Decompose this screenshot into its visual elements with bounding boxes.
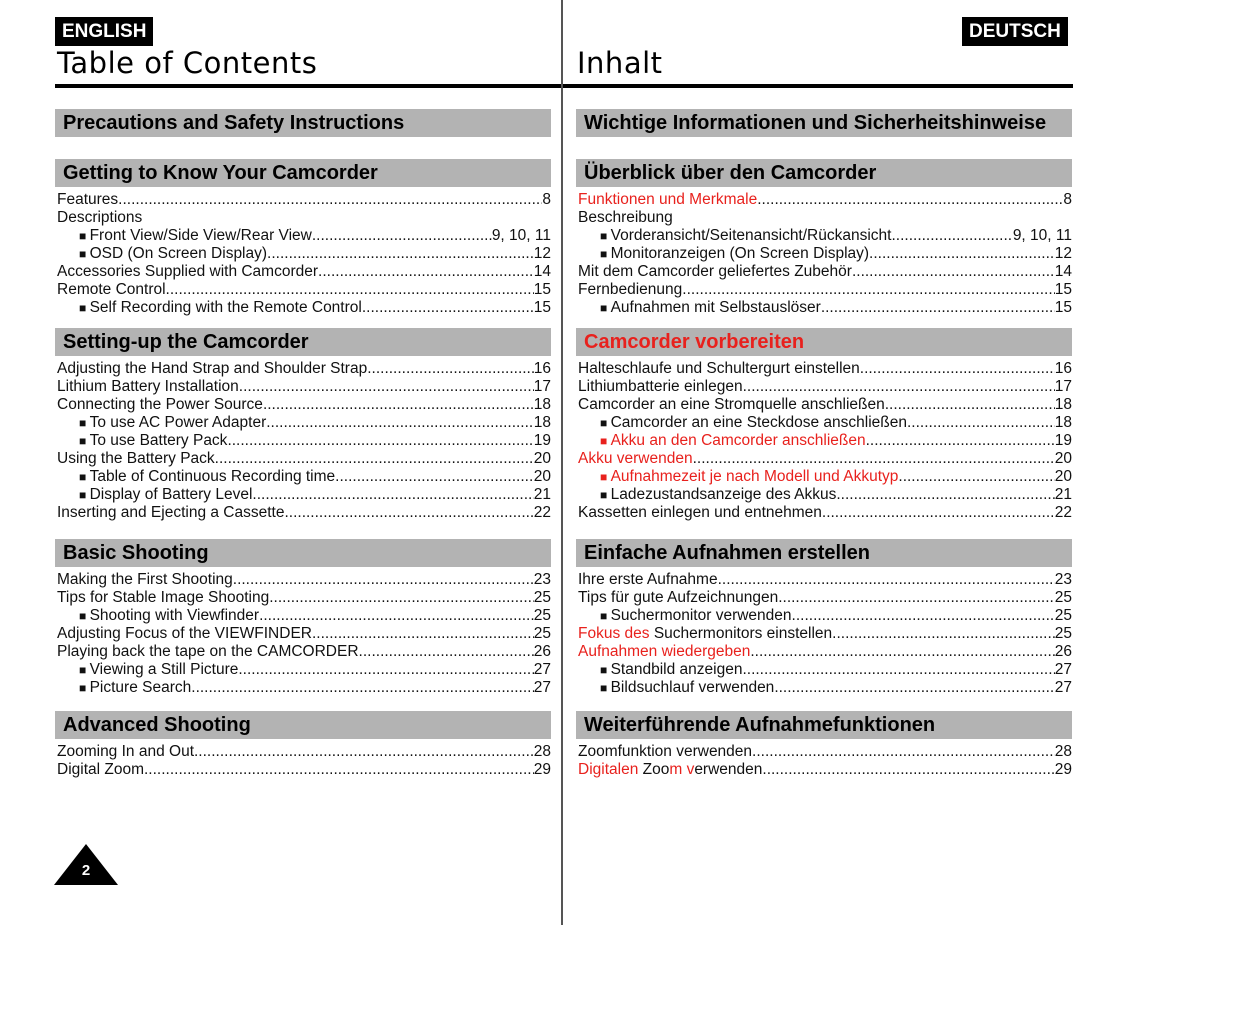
dot-leader <box>215 450 534 468</box>
toc-entry <box>57 281 551 299</box>
toc-entry <box>57 607 551 625</box>
dot-leader <box>362 299 534 317</box>
toc-entry-page: 18 <box>1054 414 1072 431</box>
toc-entry-title: Akku verwenden <box>578 450 693 467</box>
toc-entry-page: 16 <box>1054 360 1072 377</box>
toc-entry-title: Playing back the tape on the CAMCORDER <box>57 643 359 660</box>
toc-entry-page: 26 <box>533 643 551 660</box>
toc-entry <box>57 396 551 414</box>
dot-leader <box>750 643 1054 661</box>
toc-entry-title: ■ Shooting with Viewfinder <box>79 607 259 625</box>
section-heading: Camcorder vorbereiten <box>576 328 1072 356</box>
toc-entry-page: 25 <box>533 607 551 624</box>
toc-entry-page: 15 <box>1054 299 1072 316</box>
dot-leader <box>743 378 1055 396</box>
toc-entry-list <box>578 360 1072 522</box>
dot-leader <box>191 679 533 697</box>
toc-entry <box>57 761 551 779</box>
dot-leader <box>885 396 1055 414</box>
toc-entry-page: 14 <box>1054 263 1072 280</box>
dot-leader <box>367 360 534 378</box>
toc-entry <box>578 661 1072 679</box>
toc-entry <box>578 761 1072 779</box>
toc-entry-page: 20 <box>1054 468 1072 485</box>
dot-leader <box>227 432 533 450</box>
toc-entry <box>57 227 551 245</box>
toc-entry-page: 20 <box>1054 450 1072 467</box>
english-language-badge: ENGLISH <box>55 17 153 46</box>
toc-entry-title: ■ OSD (On Screen Display) <box>79 245 267 263</box>
toc-entry-page: 9, 10, 11 <box>491 227 551 244</box>
toc-entry-title: Beschreibung <box>578 209 673 226</box>
dot-leader <box>762 761 1054 779</box>
dot-leader <box>259 607 534 625</box>
toc-entry-page: 19 <box>1054 432 1072 449</box>
toc-entry-page: 22 <box>533 504 551 521</box>
toc-entry <box>578 378 1072 396</box>
toc-entry-list <box>57 360 551 522</box>
toc-entry-title: ■ Vorderansicht/Seitenansicht/Rückansicht <box>600 227 891 245</box>
toc-entry-title: Zoomfunktion verwenden <box>578 743 753 760</box>
dot-leader <box>359 643 534 661</box>
toc-entry-title: ■ To use AC Power Adapter <box>79 414 266 432</box>
toc-entry <box>57 299 551 317</box>
toc-section <box>55 711 551 779</box>
dot-leader <box>144 761 534 779</box>
toc-entry-list <box>578 743 1072 779</box>
toc-section <box>55 328 551 522</box>
toc-entry-page: 29 <box>1054 761 1072 778</box>
dot-leader <box>898 468 1054 486</box>
toc-entry <box>57 414 551 432</box>
toc-entry-title: ■ Aufnahmezeit je nach Modell und Akkutyp <box>600 468 898 486</box>
dot-leader <box>335 468 534 486</box>
toc-entry <box>57 191 551 209</box>
toc-entry-title: ■ Camcorder an eine Steckdose anschließen <box>600 414 907 432</box>
toc-entry <box>57 571 551 589</box>
dot-leader <box>252 486 533 504</box>
toc-entry-page: 17 <box>1054 378 1072 395</box>
toc-entry-title: Aufnahmen wiedergeben <box>578 643 751 660</box>
dot-leader <box>238 661 533 679</box>
english-title-rule <box>55 84 561 88</box>
dot-leader <box>266 414 534 432</box>
toc-entry-page: 15 <box>533 299 551 316</box>
toc-entry-title: Adjusting the Hand Strap and Shoulder Strap <box>57 360 368 377</box>
toc-entry-page: 18 <box>533 396 551 413</box>
toc-entry <box>57 743 551 761</box>
dot-leader <box>778 589 1055 607</box>
toc-entry <box>57 625 551 643</box>
dot-leader <box>821 299 1055 317</box>
column-divider <box>561 0 563 925</box>
toc-entry-title: ■ Standbild anzeigen <box>600 661 742 679</box>
toc-entry-title: Ihre erste Aufnahme <box>578 571 718 588</box>
dot-leader <box>891 227 1012 245</box>
toc-entry-page: 16 <box>533 360 551 377</box>
toc-entry-title: Lithiumbatterie einlegen <box>578 378 743 395</box>
toc-entry <box>57 245 551 263</box>
dot-leader <box>166 281 534 299</box>
toc-entry <box>578 191 1072 209</box>
dot-leader <box>263 396 534 414</box>
toc-entry <box>578 589 1072 607</box>
section-heading: Getting to Know Your Camcorder <box>55 159 551 187</box>
toc-entry-title: Digital Zoom <box>57 761 144 778</box>
toc-entry <box>578 607 1072 625</box>
toc-entry-page: 9, 10, 11 <box>1012 227 1072 244</box>
toc-entry-title: Inserting and Ejecting a Cassette <box>57 504 285 521</box>
toc-entry-list <box>57 191 551 317</box>
toc-entry <box>578 414 1072 432</box>
toc-entry-page: 25 <box>1054 607 1072 624</box>
dot-leader <box>836 486 1054 504</box>
toc-entry-page: 25 <box>533 589 551 606</box>
dot-leader <box>860 360 1055 378</box>
toc-entry <box>57 263 551 281</box>
toc-entry-title: Kassetten einlegen und entnehmen <box>578 504 822 521</box>
section-heading: Precautions and Safety Instructions <box>55 109 551 137</box>
toc-entry-page: 20 <box>533 468 551 485</box>
toc-entry-page: 27 <box>533 679 551 696</box>
toc-section <box>576 539 1072 697</box>
toc-entry-title: Zooming In and Out <box>57 743 194 760</box>
toc-entry-title: Digitalen Zoom verwenden <box>578 761 763 778</box>
toc-entry-page: 17 <box>533 378 551 395</box>
dot-leader <box>822 504 1055 522</box>
toc-entry-page: 27 <box>533 661 551 678</box>
toc-entry-page: 28 <box>533 743 551 760</box>
toc-entry-page: 23 <box>533 571 551 588</box>
toc-entry <box>578 468 1072 486</box>
section-heading: Basic Shooting <box>55 539 551 567</box>
toc-entry <box>57 504 551 522</box>
toc-entry-page: 12 <box>1054 245 1072 262</box>
section-heading: Überblick über den Camcorder <box>576 159 1072 187</box>
toc-entry-page: 21 <box>533 486 551 503</box>
toc-entry-title: ■ Akku an den Camcorder anschließen <box>600 432 866 450</box>
toc-entry <box>57 209 551 227</box>
toc-entry <box>57 378 551 396</box>
toc-entry-page: 8 <box>1063 191 1072 208</box>
toc-section <box>576 159 1072 317</box>
dot-leader <box>866 432 1055 450</box>
dot-leader <box>792 607 1055 625</box>
toc-entry <box>578 299 1072 317</box>
toc-entry-title: Tips für gute Aufzeichnungen <box>578 589 779 606</box>
toc-entry <box>578 281 1072 299</box>
toc-entry <box>578 245 1072 263</box>
toc-entry <box>578 643 1072 661</box>
toc-entry <box>578 679 1072 697</box>
toc-entry-title: ■ To use Battery Pack <box>79 432 227 450</box>
toc-entry <box>57 486 551 504</box>
toc-section <box>576 711 1072 779</box>
toc-entry-title: Funktionen und Merkmale <box>578 191 758 208</box>
dot-leader <box>693 450 1055 468</box>
deutsch-title: Inhalt <box>577 46 663 80</box>
section-heading: Wichtige Informationen und Sicherheitshinweise <box>576 109 1072 137</box>
toc-entry-page: 25 <box>1054 625 1072 642</box>
toc-entry-page: 14 <box>533 263 551 280</box>
toc-entry-title: ■ Picture Search <box>79 679 191 697</box>
toc-entry <box>57 589 551 607</box>
toc-entry-page: 15 <box>1054 281 1072 298</box>
toc-entry-page: 28 <box>1054 743 1072 760</box>
dot-leader <box>312 227 492 245</box>
toc-entry-title: ■ Bildsuchlauf verwenden <box>600 679 774 697</box>
section-heading: Setting-up the Camcorder <box>55 328 551 356</box>
toc-entry-title: Remote Control <box>57 281 166 298</box>
toc-entry <box>578 396 1072 414</box>
toc-entry <box>57 468 551 486</box>
toc-entry-list <box>57 743 551 779</box>
page-number-marker <box>54 844 118 885</box>
toc-entry-page: 25 <box>533 625 551 642</box>
dot-leader <box>194 743 534 761</box>
toc-entry <box>578 504 1072 522</box>
toc-entry-page: 25 <box>1054 589 1072 606</box>
dot-leader <box>312 625 534 643</box>
dot-leader <box>269 589 534 607</box>
dot-leader <box>682 281 1054 299</box>
toc-section <box>576 328 1072 522</box>
toc-entry-page: 20 <box>533 450 551 467</box>
toc-entry-title: ■ Aufnahmen mit Selbstauslöser <box>600 299 821 317</box>
toc-entry <box>578 450 1072 468</box>
toc-entry-title: Lithium Battery Installation <box>57 378 239 395</box>
toc-entry-title: Features <box>57 191 119 208</box>
toc-entry-title: Fernbedienung <box>578 281 683 298</box>
toc-entry-page: 8 <box>542 191 551 208</box>
dot-leader <box>869 245 1055 263</box>
toc-entry-title: Connecting the Power Source <box>57 396 263 413</box>
toc-entry <box>57 661 551 679</box>
toc-entry <box>578 571 1072 589</box>
toc-entry-title: Halteschlaufe und Schultergurt einstellen <box>578 360 860 377</box>
dot-leader <box>852 263 1055 281</box>
toc-entry-page: 12 <box>533 245 551 262</box>
dot-leader <box>832 625 1055 643</box>
toc-entry <box>57 432 551 450</box>
toc-entry-list <box>578 191 1072 317</box>
toc-entry <box>578 227 1072 245</box>
toc-entry-page: 19 <box>533 432 551 449</box>
deutsch-title-rule <box>563 84 1073 88</box>
dot-leader <box>118 191 542 209</box>
toc-entry-page: 21 <box>1054 486 1072 503</box>
toc-entry <box>578 743 1072 761</box>
dot-leader <box>774 679 1054 697</box>
english-title: Table of Contents <box>57 46 318 80</box>
dot-leader <box>239 378 534 396</box>
dot-leader <box>757 191 1063 209</box>
toc-entry-title: Mit dem Camcorder geliefertes Zubehör <box>578 263 852 280</box>
toc-entry-page: 27 <box>1054 679 1072 696</box>
dot-leader <box>752 743 1055 761</box>
toc-entry-page: 26 <box>1054 643 1072 660</box>
toc-entry-title: Using the Battery Pack <box>57 450 215 467</box>
toc-entry-title: Descriptions <box>57 209 143 226</box>
section-heading: Advanced Shooting <box>55 711 551 739</box>
toc-entry <box>57 643 551 661</box>
toc-entry-page: 29 <box>533 761 551 778</box>
toc-entry <box>578 486 1072 504</box>
toc-entry-page: 15 <box>533 281 551 298</box>
toc-section <box>55 539 551 697</box>
dot-leader <box>742 661 1054 679</box>
toc-entry <box>578 263 1072 281</box>
section-heading: Einfache Aufnahmen erstellen <box>576 539 1072 567</box>
toc-entry-title: Tips for Stable Image Shooting <box>57 589 270 606</box>
toc-entry <box>57 679 551 697</box>
dot-leader <box>907 414 1055 432</box>
toc-section <box>576 109 1072 141</box>
dot-leader <box>718 571 1055 589</box>
toc-entry-title: ■ Ladezustandsanzeige des Akkus <box>600 486 836 504</box>
dot-leader <box>318 263 534 281</box>
toc-entry-title: ■ Self Recording with the Remote Control <box>79 299 362 317</box>
toc-entry-title: ■ Display of Battery Level <box>79 486 252 504</box>
toc-entry-title: ■ Monitoranzeigen (On Screen Display) <box>600 245 869 263</box>
dot-leader <box>267 245 534 263</box>
toc-entry-title: ■ Front View/Side View/Rear View <box>79 227 312 245</box>
toc-entry-title: ■ Suchermonitor verwenden <box>600 607 792 625</box>
toc-entry <box>57 450 551 468</box>
toc-entry <box>578 432 1072 450</box>
toc-entry-page: 27 <box>1054 661 1072 678</box>
toc-entry-title: Fokus des Suchermonitors einstellen <box>578 625 833 642</box>
toc-entry-title: ■ Viewing a Still Picture <box>79 661 238 679</box>
toc-entry-title: ■ Table of Continuous Recording time <box>79 468 335 486</box>
toc-entry-title: Accessories Supplied with Camcorder <box>57 263 319 280</box>
toc-section <box>55 109 551 141</box>
toc-entry-page: 18 <box>1054 396 1072 413</box>
toc-entry-list <box>578 571 1072 697</box>
dot-leader <box>284 504 533 522</box>
toc-entry-page: 18 <box>533 414 551 431</box>
toc-entry <box>578 360 1072 378</box>
toc-entry-title: Camcorder an eine Stromquelle anschließen <box>578 396 885 413</box>
toc-entry-title: Making the First Shooting <box>57 571 233 588</box>
dot-leader <box>233 571 534 589</box>
toc-entry-page: 22 <box>1054 504 1072 521</box>
deutsch-language-badge: DEUTSCH <box>962 17 1068 46</box>
page-number: 2 <box>81 862 91 879</box>
toc-section <box>55 159 551 317</box>
toc-entry <box>578 209 1072 227</box>
toc-entry <box>57 360 551 378</box>
toc-entry-page: 23 <box>1054 571 1072 588</box>
toc-entry-list <box>57 571 551 697</box>
toc-entry <box>578 625 1072 643</box>
toc-entry-title: Adjusting Focus of the VIEWFINDER <box>57 625 312 642</box>
section-heading: Weiterführende Aufnahmefunktionen <box>576 711 1072 739</box>
